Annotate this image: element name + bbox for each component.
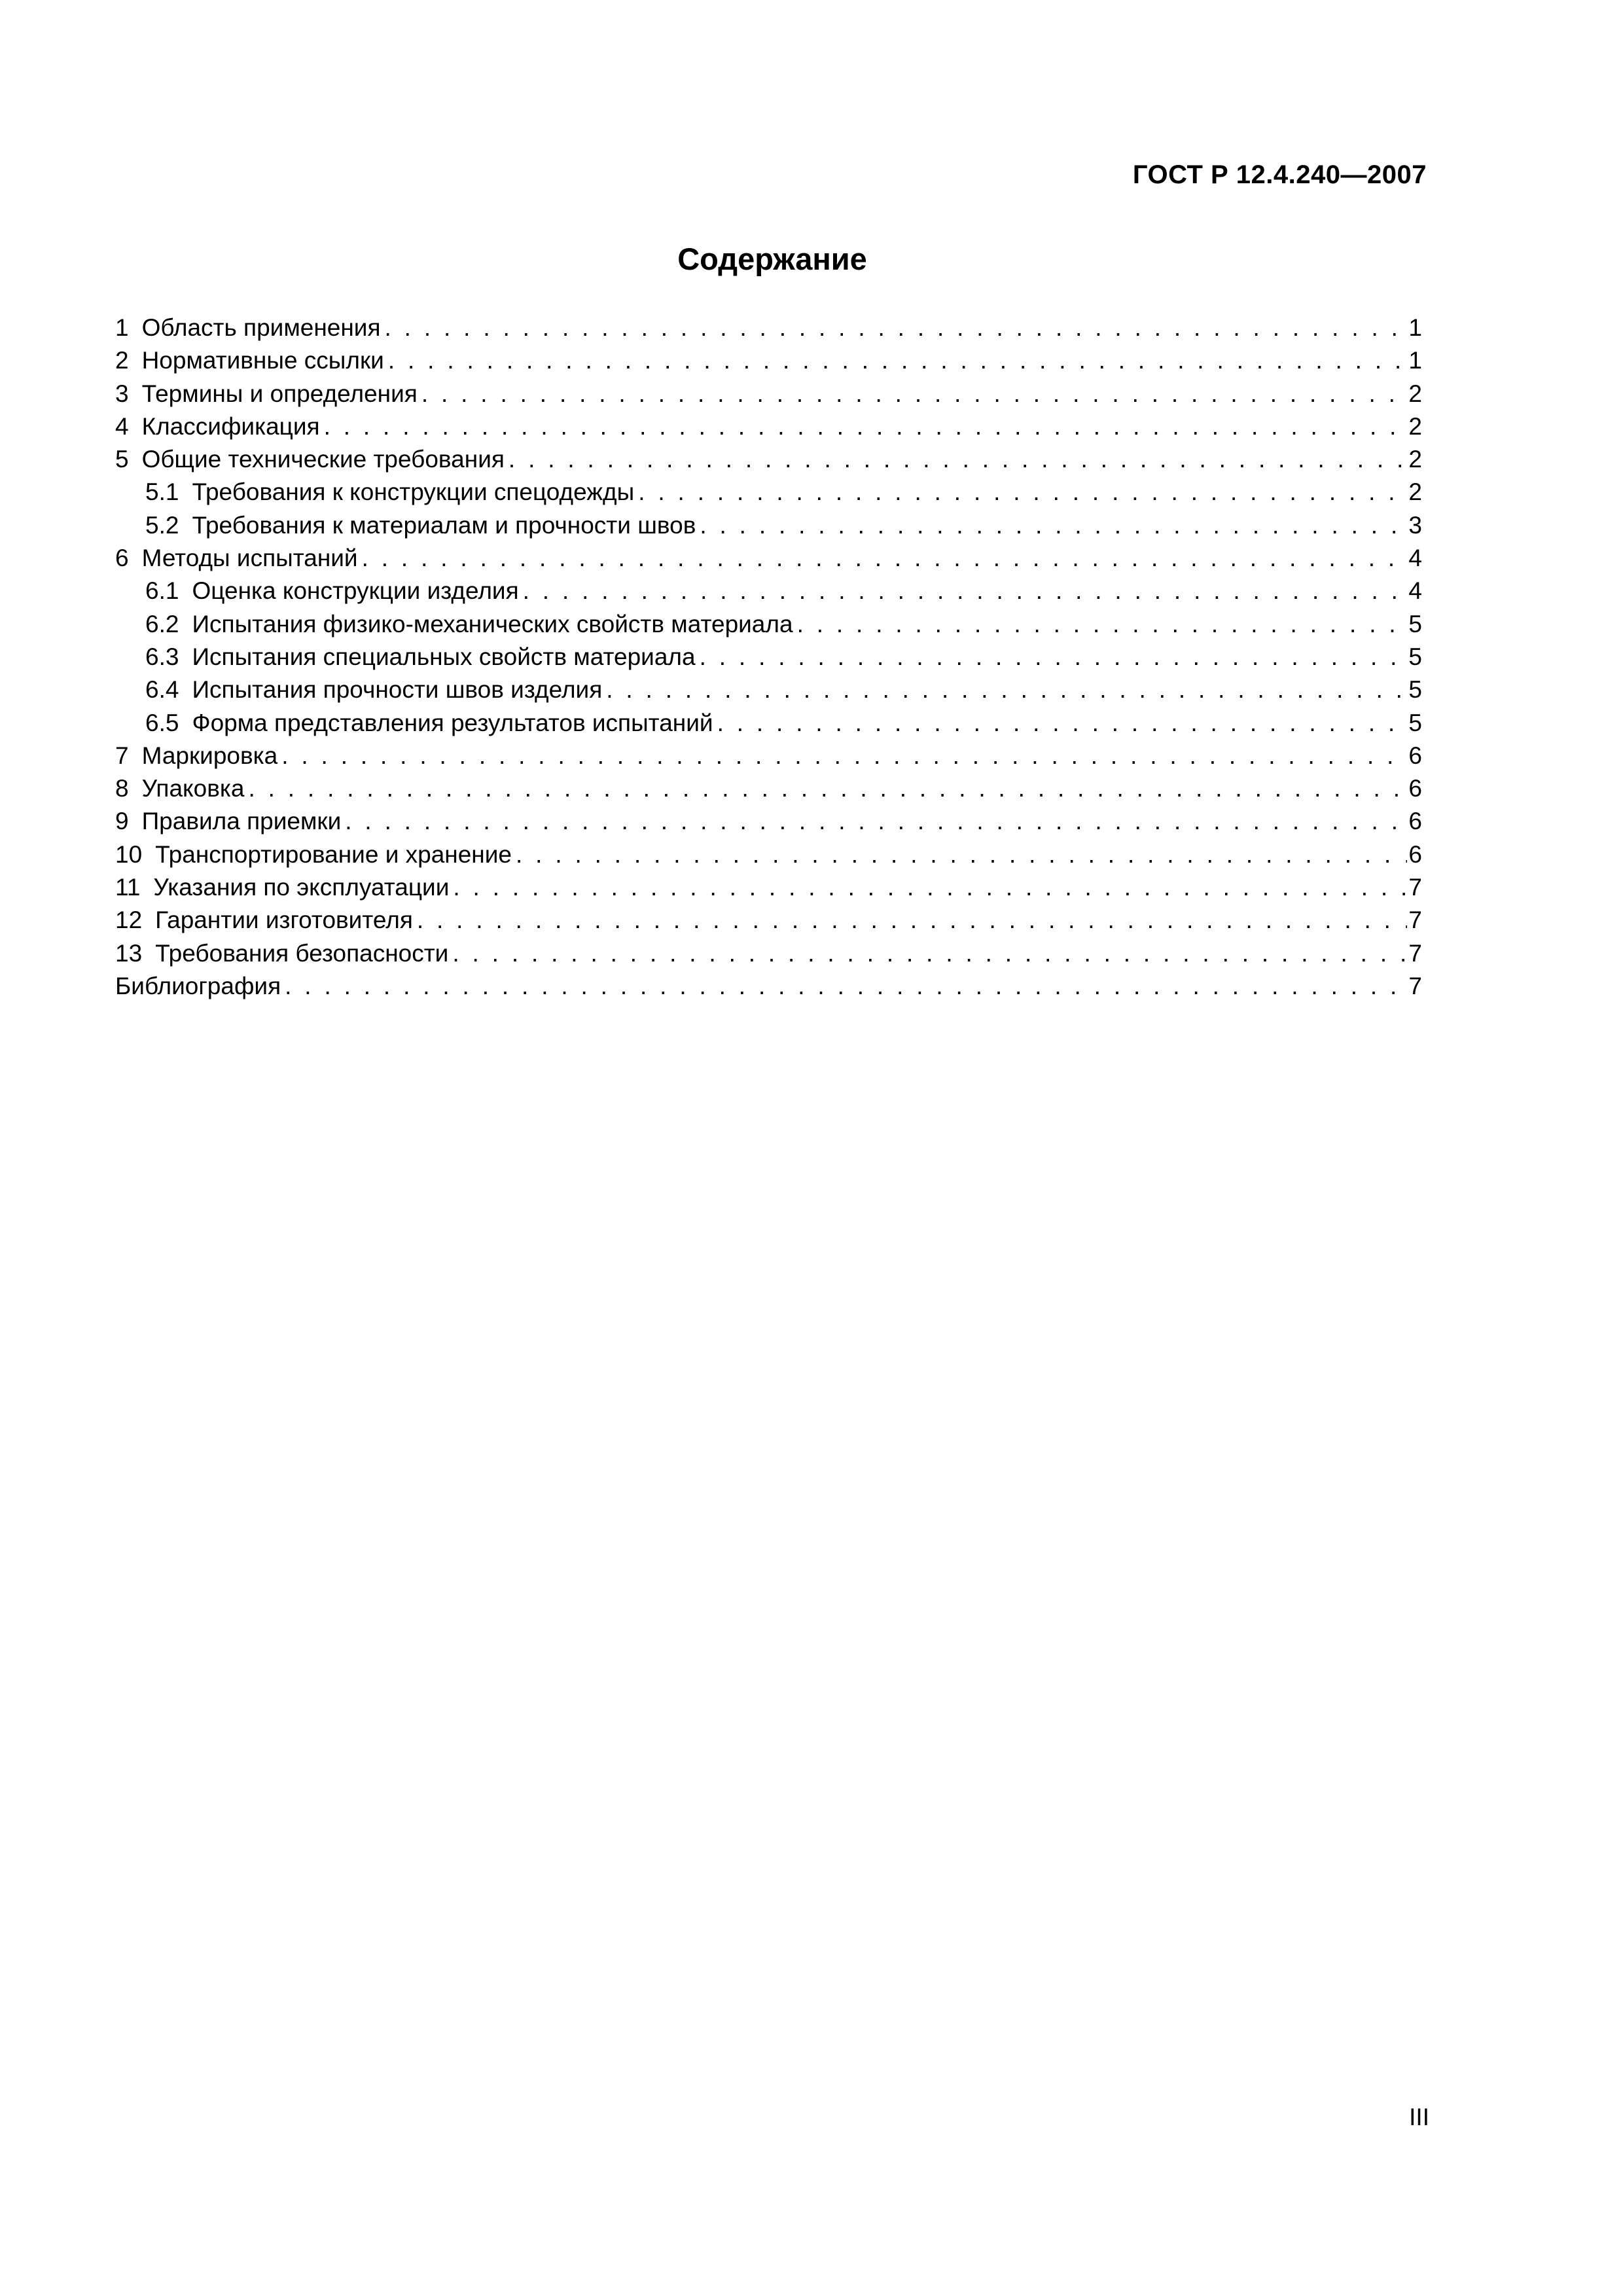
toc-entry-page: 7 <box>1408 874 1422 901</box>
toc-entry[interactable] <box>115 542 1422 575</box>
toc-dot-leader <box>417 904 1408 937</box>
toc-entry-number: 6.3 <box>145 643 179 670</box>
toc-entry-page: 4 <box>1408 545 1422 572</box>
toc-entry[interactable] <box>115 740 1422 772</box>
toc-entry-page: 7 <box>1408 939 1422 967</box>
toc-entry-page: 2 <box>1408 412 1422 440</box>
document-code: ГОСТ Р 12.4.240—2007 <box>1132 160 1427 189</box>
toc-entry-number: 6.4 <box>145 676 179 704</box>
toc-entry[interactable] <box>115 476 1422 509</box>
toc-entry-label: Испытания специальных свойств материала <box>192 643 696 670</box>
toc-entry-label: Правила приемки <box>141 808 342 835</box>
toc-dot-leader <box>285 970 1407 1003</box>
toc-entry-label: Классификация <box>141 412 320 440</box>
toc-entry-label: Оценка конструкции изделия <box>192 577 519 605</box>
toc-entry-number: 9 <box>115 808 129 835</box>
toc-dot-leader <box>345 805 1407 838</box>
toc-entry-page: 6 <box>1408 808 1422 835</box>
toc-dot-leader <box>452 937 1407 970</box>
toc-entry-label: Требования к конструкции спецодежды <box>192 478 635 506</box>
toc-entry-page: 7 <box>1408 906 1422 934</box>
toc-dot-leader <box>453 871 1407 904</box>
toc-entry-page: 5 <box>1408 610 1422 637</box>
toc-dot-leader <box>717 707 1408 740</box>
toc-entry-label: Гарантии изготовителя <box>155 906 413 934</box>
toc-entry-page: 6 <box>1408 742 1422 769</box>
toc-entry-label: Указания по эксплуатации <box>153 874 450 901</box>
toc-entry-page: 2 <box>1408 446 1422 473</box>
toc-dot-leader <box>797 608 1408 641</box>
toc-entry-number: 6.2 <box>145 610 179 637</box>
toc-entry-number: 4 <box>115 412 129 440</box>
toc-entry-label: Область применения <box>141 314 381 341</box>
toc-entry-label: Упаковка <box>141 775 245 802</box>
toc-entry-page: 3 <box>1408 511 1422 539</box>
toc-entry-number: 3 <box>115 380 129 407</box>
toc-entry[interactable] <box>115 970 1422 1003</box>
toc-entry[interactable] <box>115 410 1422 443</box>
toc-entry[interactable] <box>115 312 1422 344</box>
toc-entry[interactable] <box>115 673 1422 706</box>
toc-entry[interactable] <box>115 871 1422 904</box>
toc-entry-number: 1 <box>115 314 129 341</box>
toc-dot-leader <box>523 575 1408 607</box>
toc-dot-leader <box>516 838 1407 871</box>
toc-entry-number: 2 <box>115 347 129 374</box>
toc-entry[interactable] <box>115 378 1422 410</box>
toc-entry-page: 1 <box>1408 314 1422 341</box>
toc-entry-label: Маркировка <box>141 742 278 769</box>
toc-entry-label: Требования безопасности <box>155 939 449 967</box>
toc-entry-label: Транспортирование и хранение <box>155 840 512 868</box>
toc-dot-leader <box>248 772 1407 805</box>
toc-dot-leader <box>324 410 1408 443</box>
toc-entry-label: Термины и определения <box>141 380 418 407</box>
toc-entry-number: 7 <box>115 742 129 769</box>
toc-entry-number: 6 <box>115 545 129 572</box>
toc-entry-number: 5 <box>115 446 129 473</box>
toc-entry-label: Общие технические требования <box>141 446 505 473</box>
page-number: III <box>1409 2104 1429 2130</box>
toc-dot-leader <box>700 509 1407 542</box>
toc-entry-page: 6 <box>1408 775 1422 802</box>
toc-entry[interactable] <box>115 575 1422 607</box>
toc-dot-leader <box>700 641 1408 673</box>
toc-entry-page: 5 <box>1408 709 1422 736</box>
toc-entry-number: 5.2 <box>145 511 179 539</box>
toc-entry-label: Испытания физико-механических свойств материала <box>192 610 793 637</box>
toc-dot-leader <box>362 542 1408 575</box>
toc-entry[interactable] <box>115 805 1422 838</box>
toc-entry[interactable] <box>115 707 1422 740</box>
toc-entry-number: 5.1 <box>145 478 179 506</box>
toc-entry[interactable] <box>115 443 1422 476</box>
toc-entry-label: Методы испытаний <box>141 545 358 572</box>
toc-entry[interactable] <box>115 608 1422 641</box>
toc-entry-number: 13 <box>115 939 143 967</box>
toc-entry-number: 11 <box>115 874 141 901</box>
toc-dot-leader <box>421 378 1408 410</box>
toc-dot-leader <box>638 476 1407 509</box>
toc-dot-leader <box>385 312 1408 344</box>
toc-dot-leader <box>606 673 1407 706</box>
toc-entry-page: 2 <box>1408 380 1422 407</box>
toc-dot-leader <box>388 344 1408 377</box>
toc-entry-number: 6.5 <box>145 709 179 736</box>
table-of-contents <box>115 312 1422 1003</box>
toc-entry-label: Нормативные ссылки <box>141 347 384 374</box>
toc-entry[interactable] <box>115 904 1422 937</box>
toc-entry-label: Форма представления результатов испытаний <box>192 709 713 736</box>
toc-entry-page: 4 <box>1408 577 1422 605</box>
page-title: Содержание <box>677 242 867 276</box>
toc-dot-leader <box>281 740 1407 772</box>
toc-entry-label: Библиография <box>115 972 281 999</box>
toc-entry[interactable] <box>115 641 1422 673</box>
toc-dot-leader <box>508 443 1408 476</box>
toc-entry[interactable] <box>115 344 1422 377</box>
toc-entry-page: 5 <box>1408 676 1422 704</box>
toc-entry-number: 10 <box>115 840 143 868</box>
toc-entry[interactable] <box>115 772 1422 805</box>
toc-entry-page: 6 <box>1408 840 1422 868</box>
toc-entry-page: 1 <box>1408 347 1422 374</box>
toc-entry-page: 7 <box>1408 972 1422 999</box>
toc-entry[interactable] <box>115 838 1422 871</box>
toc-entry-number: 12 <box>115 906 143 934</box>
toc-entry-label: Требования к материалам и прочности швов <box>192 511 696 539</box>
toc-entry-page: 2 <box>1408 478 1422 506</box>
toc-entry-number: 8 <box>115 775 129 802</box>
toc-entry-number: 6.1 <box>145 577 179 605</box>
toc-entry[interactable] <box>115 509 1422 542</box>
toc-entry[interactable] <box>115 937 1422 970</box>
toc-entry-page: 5 <box>1408 643 1422 670</box>
toc-entry-label: Испытания прочности швов изделия <box>192 676 603 704</box>
